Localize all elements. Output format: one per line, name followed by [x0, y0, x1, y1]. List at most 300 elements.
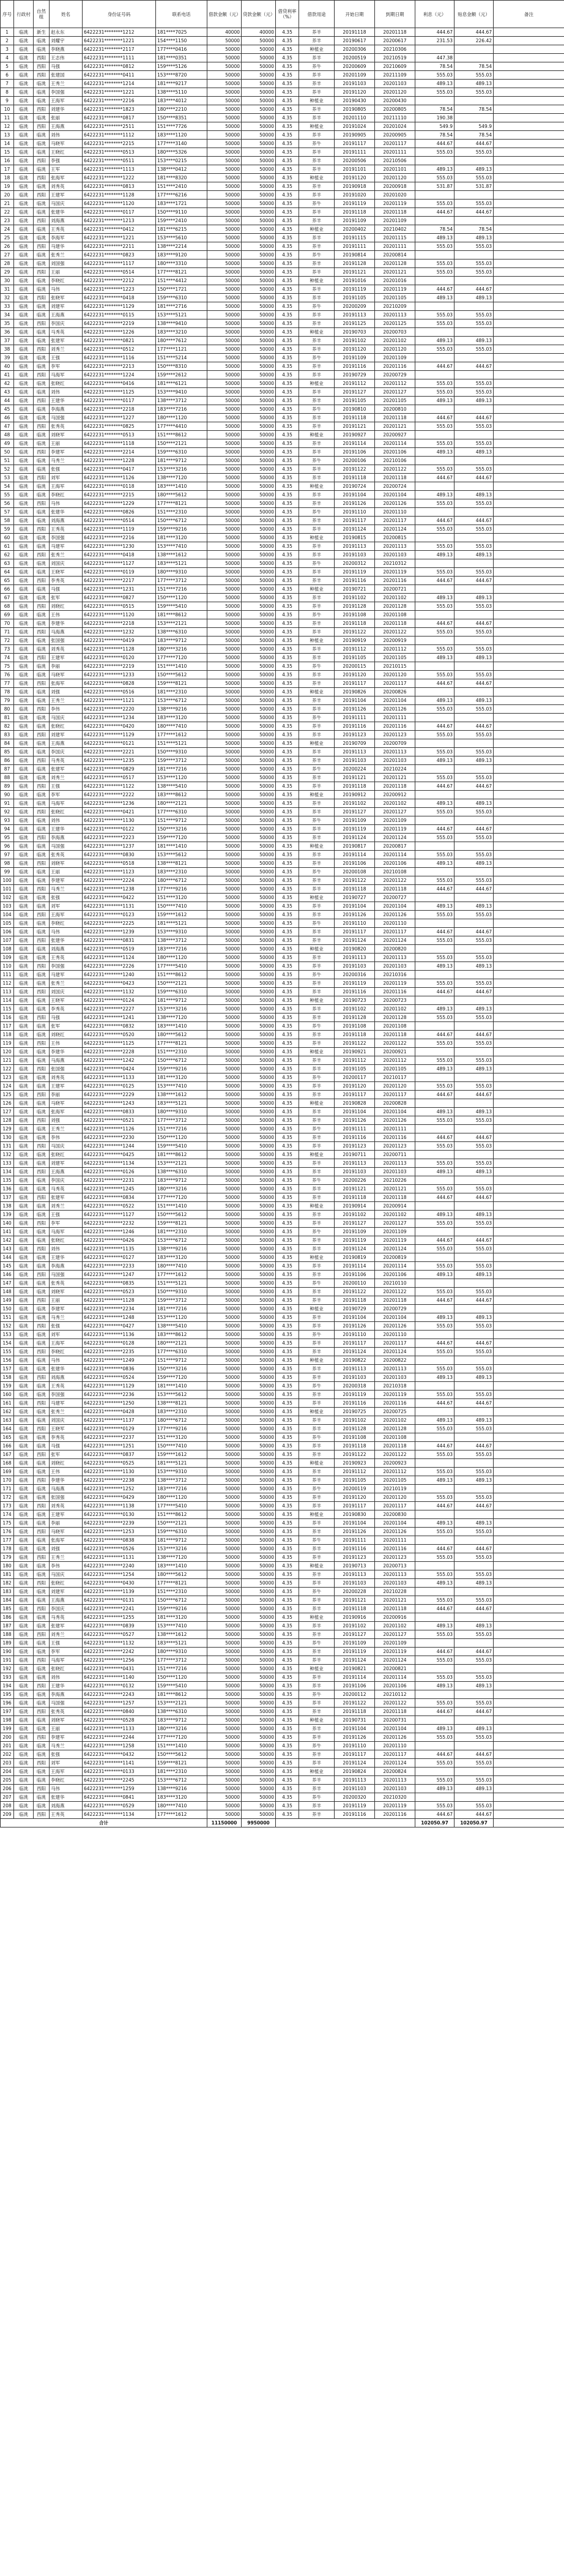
table-cell: 20201111	[375, 148, 415, 157]
table-row	[1, 1056, 564, 1065]
table-row	[1, 774, 564, 782]
table-cell: 178	[1, 1545, 14, 1553]
table-cell: 6422231********0829	[83, 765, 156, 774]
table-cell: 444.67	[455, 928, 494, 936]
table-cell: 150****6712	[156, 517, 207, 525]
table-cell: 20201122	[375, 465, 415, 474]
table-cell: 50000	[242, 1665, 276, 1673]
table-cell: 50000	[207, 1176, 242, 1185]
table-cell: 张建军	[50, 1622, 83, 1630]
table-cell: 181****2310	[156, 688, 207, 696]
table-cell: 临洮	[14, 294, 34, 302]
table-cell: 20210312	[375, 559, 415, 568]
table-cell	[494, 354, 564, 362]
table-cell: 177****0416	[156, 45, 207, 54]
table-cell: 20190729	[335, 371, 375, 379]
table-cell: 93	[1, 816, 14, 825]
table-cell: 养牛	[299, 765, 335, 774]
table-cell: 6422231********1141	[83, 1759, 156, 1768]
table-cell: 20191103	[335, 551, 375, 559]
table-cell: 4.35	[276, 825, 299, 834]
table-cell: 养羊	[299, 834, 335, 842]
table-cell: 164	[1, 1425, 14, 1433]
table-cell	[494, 1288, 564, 1296]
table-cell: 20201117	[375, 1091, 415, 1099]
table-cell: 临洮	[14, 217, 34, 225]
table-cell: 刘秀兰	[50, 345, 83, 354]
table-cell: 160	[1, 1391, 14, 1399]
table-cell: 西阳	[34, 268, 50, 277]
table-row	[1, 1519, 564, 1528]
table-cell: 4.35	[276, 431, 299, 439]
table-cell: 养羊	[299, 1476, 335, 1485]
table-cell: 6422231********0115	[83, 311, 156, 319]
table-cell: 养羊	[299, 1056, 335, 1065]
table-cell: 555.03	[415, 148, 455, 157]
table-cell: 177****5410	[156, 1502, 207, 1510]
table-cell: 555.03	[415, 731, 455, 739]
table-cell	[415, 1742, 455, 1750]
table-cell: 养羊	[299, 1442, 335, 1450]
table-cell: 张建华	[50, 208, 83, 217]
table-cell: 177****9216	[156, 1425, 207, 1433]
table-cell: 20200224	[335, 765, 375, 774]
table-cell: 6422231********1237	[83, 842, 156, 851]
table-cell: 西阳	[34, 1065, 50, 1073]
table-cell: 养羊	[299, 1416, 335, 1425]
table-cell	[494, 1639, 564, 1648]
table-cell: 555.03	[455, 268, 494, 277]
table-cell: 6422231********1235	[83, 756, 156, 765]
table-cell: 4.35	[276, 1433, 299, 1442]
table-cell: 临洮	[14, 774, 34, 782]
table-cell: 6422231********0131	[83, 1596, 156, 1605]
table-cell: 6422231********0429	[83, 1493, 156, 1502]
table-cell: 444.67	[415, 140, 455, 148]
table-cell: 4.35	[276, 1176, 299, 1185]
table-cell: 养羊	[299, 722, 335, 731]
table-cell: 养羊	[299, 568, 335, 577]
table-cell: 6422231********2235	[83, 1348, 156, 1356]
table-cell: 临洮	[34, 1510, 50, 1519]
table-cell: 养牛	[299, 508, 335, 517]
table-cell: 王建华	[50, 825, 83, 834]
table-cell: 555.03	[455, 1733, 494, 1742]
table-cell: 555.03	[455, 1759, 494, 1768]
table-cell: 4.35	[276, 808, 299, 816]
table-cell	[494, 1245, 564, 1253]
table-cell: 153****3216	[156, 465, 207, 474]
table-cell: 20191114	[335, 851, 375, 859]
table-row	[1, 705, 564, 714]
table-cell: 临洮	[34, 1159, 50, 1168]
table-cell: 李军	[50, 1219, 83, 1228]
table-cell: 555.03	[455, 911, 494, 919]
table-cell: 4.35	[276, 559, 299, 568]
table-cell: 98	[1, 859, 14, 868]
table-cell: 20191119	[335, 1236, 375, 1245]
table-cell: 养羊	[299, 602, 335, 611]
table-cell: 临洮	[34, 1519, 50, 1528]
table-cell: 20191102	[335, 594, 375, 602]
table-row	[1, 1416, 564, 1425]
table-cell: 西阳	[34, 936, 50, 945]
table-row	[1, 894, 564, 902]
table-cell: 50000	[207, 439, 242, 448]
table-cell: 50000	[207, 1468, 242, 1476]
table-cell: 20210115	[375, 662, 415, 671]
table-cell: 50000	[242, 1459, 276, 1468]
table-cell	[415, 482, 455, 491]
total-loan: 11150000	[207, 1819, 242, 1827]
table-cell: 20201119	[375, 568, 415, 577]
table-cell: 4.35	[276, 602, 299, 611]
table-cell: 4.35	[276, 97, 299, 105]
table-cell: 养牛	[299, 1279, 335, 1288]
table-cell	[494, 919, 564, 928]
table-cell: 151****7216	[156, 1125, 207, 1133]
table-cell: 555.03	[455, 1185, 494, 1193]
table-row	[1, 1476, 564, 1485]
table-cell: 6422231********1131	[83, 902, 156, 911]
table-cell: 190	[1, 1648, 14, 1656]
table-cell	[415, 688, 455, 696]
table-cell: 临洮	[34, 1005, 50, 1014]
table-cell: 20191116	[335, 722, 375, 731]
table-cell: 4.35	[276, 1331, 299, 1339]
table-cell: 20201126	[375, 1733, 415, 1742]
table-cell: 116	[1, 1014, 14, 1022]
table-cell: 181****8612	[156, 611, 207, 619]
table-cell: 6422231********0125	[83, 1082, 156, 1091]
table-cell: 20191121	[335, 1185, 375, 1193]
table-cell: 50000	[207, 1716, 242, 1725]
table-cell: 种植业	[299, 842, 335, 851]
table-cell: 555.03	[455, 174, 494, 182]
table-cell: 20201104	[375, 1519, 415, 1528]
table-cell: 115	[1, 1005, 14, 1014]
table-cell: 20190805	[335, 105, 375, 114]
table-cell: 养羊	[299, 1193, 335, 1202]
table-cell: 4.35	[276, 1193, 299, 1202]
table-cell: 临洮	[34, 1202, 50, 1211]
table-cell: 20201128	[375, 1014, 415, 1022]
table-cell: 110	[1, 962, 14, 971]
table-cell	[494, 731, 564, 739]
table-cell: 20191122	[335, 628, 375, 637]
table-cell	[415, 1202, 455, 1211]
table-cell	[494, 62, 564, 71]
table-cell: 50000	[242, 714, 276, 722]
table-cell: 4.35	[276, 979, 299, 988]
table-cell	[494, 1091, 564, 1099]
table-cell	[415, 559, 455, 568]
table-cell: 555.03	[455, 1322, 494, 1331]
table-cell: 50000	[207, 1536, 242, 1545]
table-cell	[455, 945, 494, 954]
table-cell: 50000	[207, 902, 242, 911]
table-cell: 50000	[207, 654, 242, 662]
table-cell: 50000	[242, 1630, 276, 1639]
table-cell: 186	[1, 1613, 14, 1622]
table-cell: 105	[1, 919, 14, 928]
table-cell: 临洮	[14, 1108, 34, 1116]
table-cell: 临洮	[14, 791, 34, 799]
table-cell: 555.03	[455, 439, 494, 448]
table-cell: 养牛	[299, 200, 335, 208]
table-cell: 种植业	[299, 1099, 335, 1108]
table-cell: 西阳	[34, 602, 50, 611]
table-cell: 50000	[207, 1253, 242, 1262]
table-cell: 4.35	[276, 816, 299, 825]
table-cell: 6422231********0133	[83, 1768, 156, 1776]
table-cell: 4.35	[276, 277, 299, 285]
table-cell: 王强	[50, 354, 83, 362]
table-cell: 养牛	[299, 919, 335, 928]
table-cell: 62	[1, 551, 14, 559]
table-cell: 20191118	[335, 1031, 375, 1039]
table-cell	[494, 654, 564, 662]
table-cell	[494, 988, 564, 996]
table-cell: 王晓军	[50, 568, 83, 577]
table-cell: 549.9	[455, 122, 494, 131]
table-row	[1, 1656, 564, 1665]
table-cell: 20201109	[375, 354, 415, 362]
table-cell: 临洮	[14, 208, 34, 217]
table-cell: 183****1410	[156, 1562, 207, 1570]
table-row	[1, 54, 564, 62]
table-cell: 50000	[207, 1725, 242, 1733]
table-cell: 152	[1, 1322, 14, 1331]
table-cell: 6422231********1255	[83, 1613, 156, 1622]
table-cell: 53	[1, 474, 14, 482]
table-cell: 4.35	[276, 474, 299, 482]
table-cell: 50000	[242, 594, 276, 602]
table-cell: 444.67	[455, 285, 494, 294]
table-cell: 养羊	[299, 679, 335, 688]
table-cell: 4.35	[276, 379, 299, 388]
table-cell: 444.67	[415, 988, 455, 996]
table-cell: 50000	[207, 1391, 242, 1399]
table-cell: 4.35	[276, 1768, 299, 1776]
table-cell: 刘海燕	[50, 217, 83, 225]
table-cell: 20190905	[335, 131, 375, 140]
table-cell: 489.13	[455, 799, 494, 808]
table-cell	[455, 688, 494, 696]
table-cell: 50000	[242, 1776, 276, 1785]
table-cell: 20201122	[375, 1288, 415, 1296]
table-cell: 19	[1, 182, 14, 191]
table-cell: 50000	[242, 834, 276, 842]
table-cell: 临洮	[34, 1356, 50, 1365]
table-cell: 临洮	[34, 251, 50, 259]
table-cell: 159****7120	[156, 834, 207, 842]
table-cell: 6422231********1246	[83, 1228, 156, 1236]
table-cell: 183****5121	[156, 559, 207, 568]
table-cell: 555.03	[455, 1365, 494, 1373]
table-cell: 养羊	[299, 1648, 335, 1656]
table-cell: 555.03	[415, 645, 455, 654]
table-cell: 50000	[242, 208, 276, 217]
table-cell: 555.03	[415, 1450, 455, 1459]
table-cell: 6422231********0424	[83, 1065, 156, 1073]
table-cell	[455, 1665, 494, 1673]
table-cell: 西阳	[34, 319, 50, 328]
table-cell: 104	[1, 911, 14, 919]
table-cell: 马秀兰	[50, 885, 83, 894]
table-cell: 临洮	[34, 671, 50, 679]
table-cell: 20191117	[335, 517, 375, 525]
table-cell: 50000	[207, 1262, 242, 1271]
table-cell: 养羊	[299, 1185, 335, 1193]
table-cell: 刘海燕	[50, 945, 83, 954]
table-cell: 50000	[207, 1091, 242, 1099]
table-cell: 刘晓军	[50, 431, 83, 439]
table-cell: 50000	[207, 919, 242, 928]
table-cell: 西阳	[34, 1296, 50, 1305]
table-cell: 20201124	[375, 1759, 415, 1768]
table-cell: 4.35	[276, 1091, 299, 1099]
table-cell: 张丽	[50, 114, 83, 122]
table-cell: 151****7726	[156, 122, 207, 131]
table-cell: 183****1120	[156, 131, 207, 140]
table-cell	[415, 457, 455, 465]
table-cell: 531.87	[415, 182, 455, 191]
table-cell: 养牛	[299, 457, 335, 465]
table-cell: 临洮	[14, 1159, 34, 1168]
table-cell	[415, 1253, 455, 1262]
table-cell: 50000	[207, 1733, 242, 1742]
table-cell: 6422231********2232	[83, 1219, 156, 1228]
table-cell: 20201113	[375, 1365, 415, 1373]
table-cell: 50000	[242, 482, 276, 491]
table-cell: 555.03	[415, 345, 455, 354]
table-cell: 50000	[242, 816, 276, 825]
table-cell: 177****7120	[156, 654, 207, 662]
table-cell: 20190927	[335, 431, 375, 439]
table-cell: 20191118	[335, 885, 375, 894]
table-cell: 50000	[242, 397, 276, 405]
table-cell: 555.03	[455, 1219, 494, 1228]
table-cell: 养牛	[299, 1073, 335, 1082]
table-cell: 20200519	[335, 54, 375, 62]
table-cell: 20191124	[335, 1348, 375, 1356]
table-cell: 临洮	[14, 465, 34, 474]
table-cell: 养羊	[299, 491, 335, 499]
table-cell: 20191121	[335, 422, 375, 431]
table-cell: 555.03	[415, 465, 455, 474]
table-cell: 50000	[242, 1750, 276, 1759]
table-cell: 6422231********2240	[83, 1562, 156, 1570]
table-cell: 6422231********0828	[83, 679, 156, 688]
table-cell: 150****1120	[156, 1673, 207, 1682]
table-cell: 20201113	[375, 954, 415, 962]
table-row	[1, 234, 564, 242]
table-cell	[494, 88, 564, 97]
table-cell: 4.35	[276, 731, 299, 739]
table-row	[1, 1091, 564, 1099]
table-cell	[494, 971, 564, 979]
table-cell: 50000	[242, 765, 276, 774]
table-cell: 临洮	[14, 851, 34, 859]
table-cell	[494, 1005, 564, 1014]
table-cell: 138****5410	[156, 1322, 207, 1331]
table-cell: 6422231********0840	[83, 1708, 156, 1716]
table-cell: 444.67	[455, 885, 494, 894]
table-cell: 126	[1, 1099, 14, 1108]
table-cell: 养羊	[299, 1545, 335, 1553]
table-cell	[494, 405, 564, 414]
table-cell: 6422231********2225	[83, 919, 156, 928]
table-cell: 129	[1, 1125, 14, 1133]
table-cell	[494, 1305, 564, 1313]
table-cell: 临洮	[14, 1202, 34, 1211]
table-cell: 20201117	[375, 1502, 415, 1510]
table-cell: 50000	[207, 559, 242, 568]
table-cell: 489.13	[455, 859, 494, 868]
table-cell: 临洮	[34, 80, 50, 88]
table-cell: 444.67	[455, 1442, 494, 1450]
table-row	[1, 1442, 564, 1450]
table-row	[1, 1562, 564, 1570]
table-cell: 20191114	[335, 1262, 375, 1271]
table-cell: 50000	[207, 954, 242, 962]
table-cell: 17	[1, 165, 14, 174]
table-cell: 临洮	[34, 774, 50, 782]
table-cell: 西阳	[34, 105, 50, 114]
table-cell: 69	[1, 611, 14, 619]
table-cell: 养羊	[299, 448, 335, 457]
table-cell: 50000	[242, 517, 276, 525]
table-cell: 50000	[207, 191, 242, 200]
table-cell: 20191126	[335, 911, 375, 919]
table-cell: 50000	[207, 1313, 242, 1322]
table-cell: 50000	[207, 679, 242, 688]
table-cell	[415, 996, 455, 1005]
table-cell: 489.13	[455, 1168, 494, 1176]
table-cell: 4.35	[276, 105, 299, 114]
table-cell: 临洮	[34, 1768, 50, 1776]
table-cell	[455, 45, 494, 54]
table-cell: 临洮	[14, 1416, 34, 1425]
table-cell: 50000	[242, 259, 276, 268]
table-cell: 555.03	[455, 1159, 494, 1168]
table-cell: 20201118	[375, 619, 415, 628]
table-cell: 50000	[242, 54, 276, 62]
table-cell	[455, 97, 494, 105]
table-cell: 181****5121	[156, 919, 207, 928]
table-cell: 6422231********1121	[83, 696, 156, 705]
table-cell: 6422231********0833	[83, 1108, 156, 1116]
table-cell: 20191119	[335, 1802, 375, 1810]
table-cell: 50000	[242, 1005, 276, 1014]
table-cell: 临洮	[34, 1562, 50, 1570]
table-cell	[494, 1442, 564, 1450]
table-cell: 20191117	[335, 1339, 375, 1348]
table-cell: 养羊	[299, 422, 335, 431]
table-cell: 50000	[207, 834, 242, 842]
table-cell: 50000	[207, 1082, 242, 1091]
table-cell: 4.35	[276, 722, 299, 731]
table-cell: 180****9310	[156, 1108, 207, 1116]
table-row	[1, 474, 564, 482]
table-cell: 50000	[207, 217, 242, 225]
table-cell: 养羊	[299, 311, 335, 319]
table-cell: 刘军	[50, 1331, 83, 1339]
table-cell: 20200713	[375, 1562, 415, 1570]
table-cell: 张强	[50, 465, 83, 474]
table-cell: 150****7410	[156, 902, 207, 911]
